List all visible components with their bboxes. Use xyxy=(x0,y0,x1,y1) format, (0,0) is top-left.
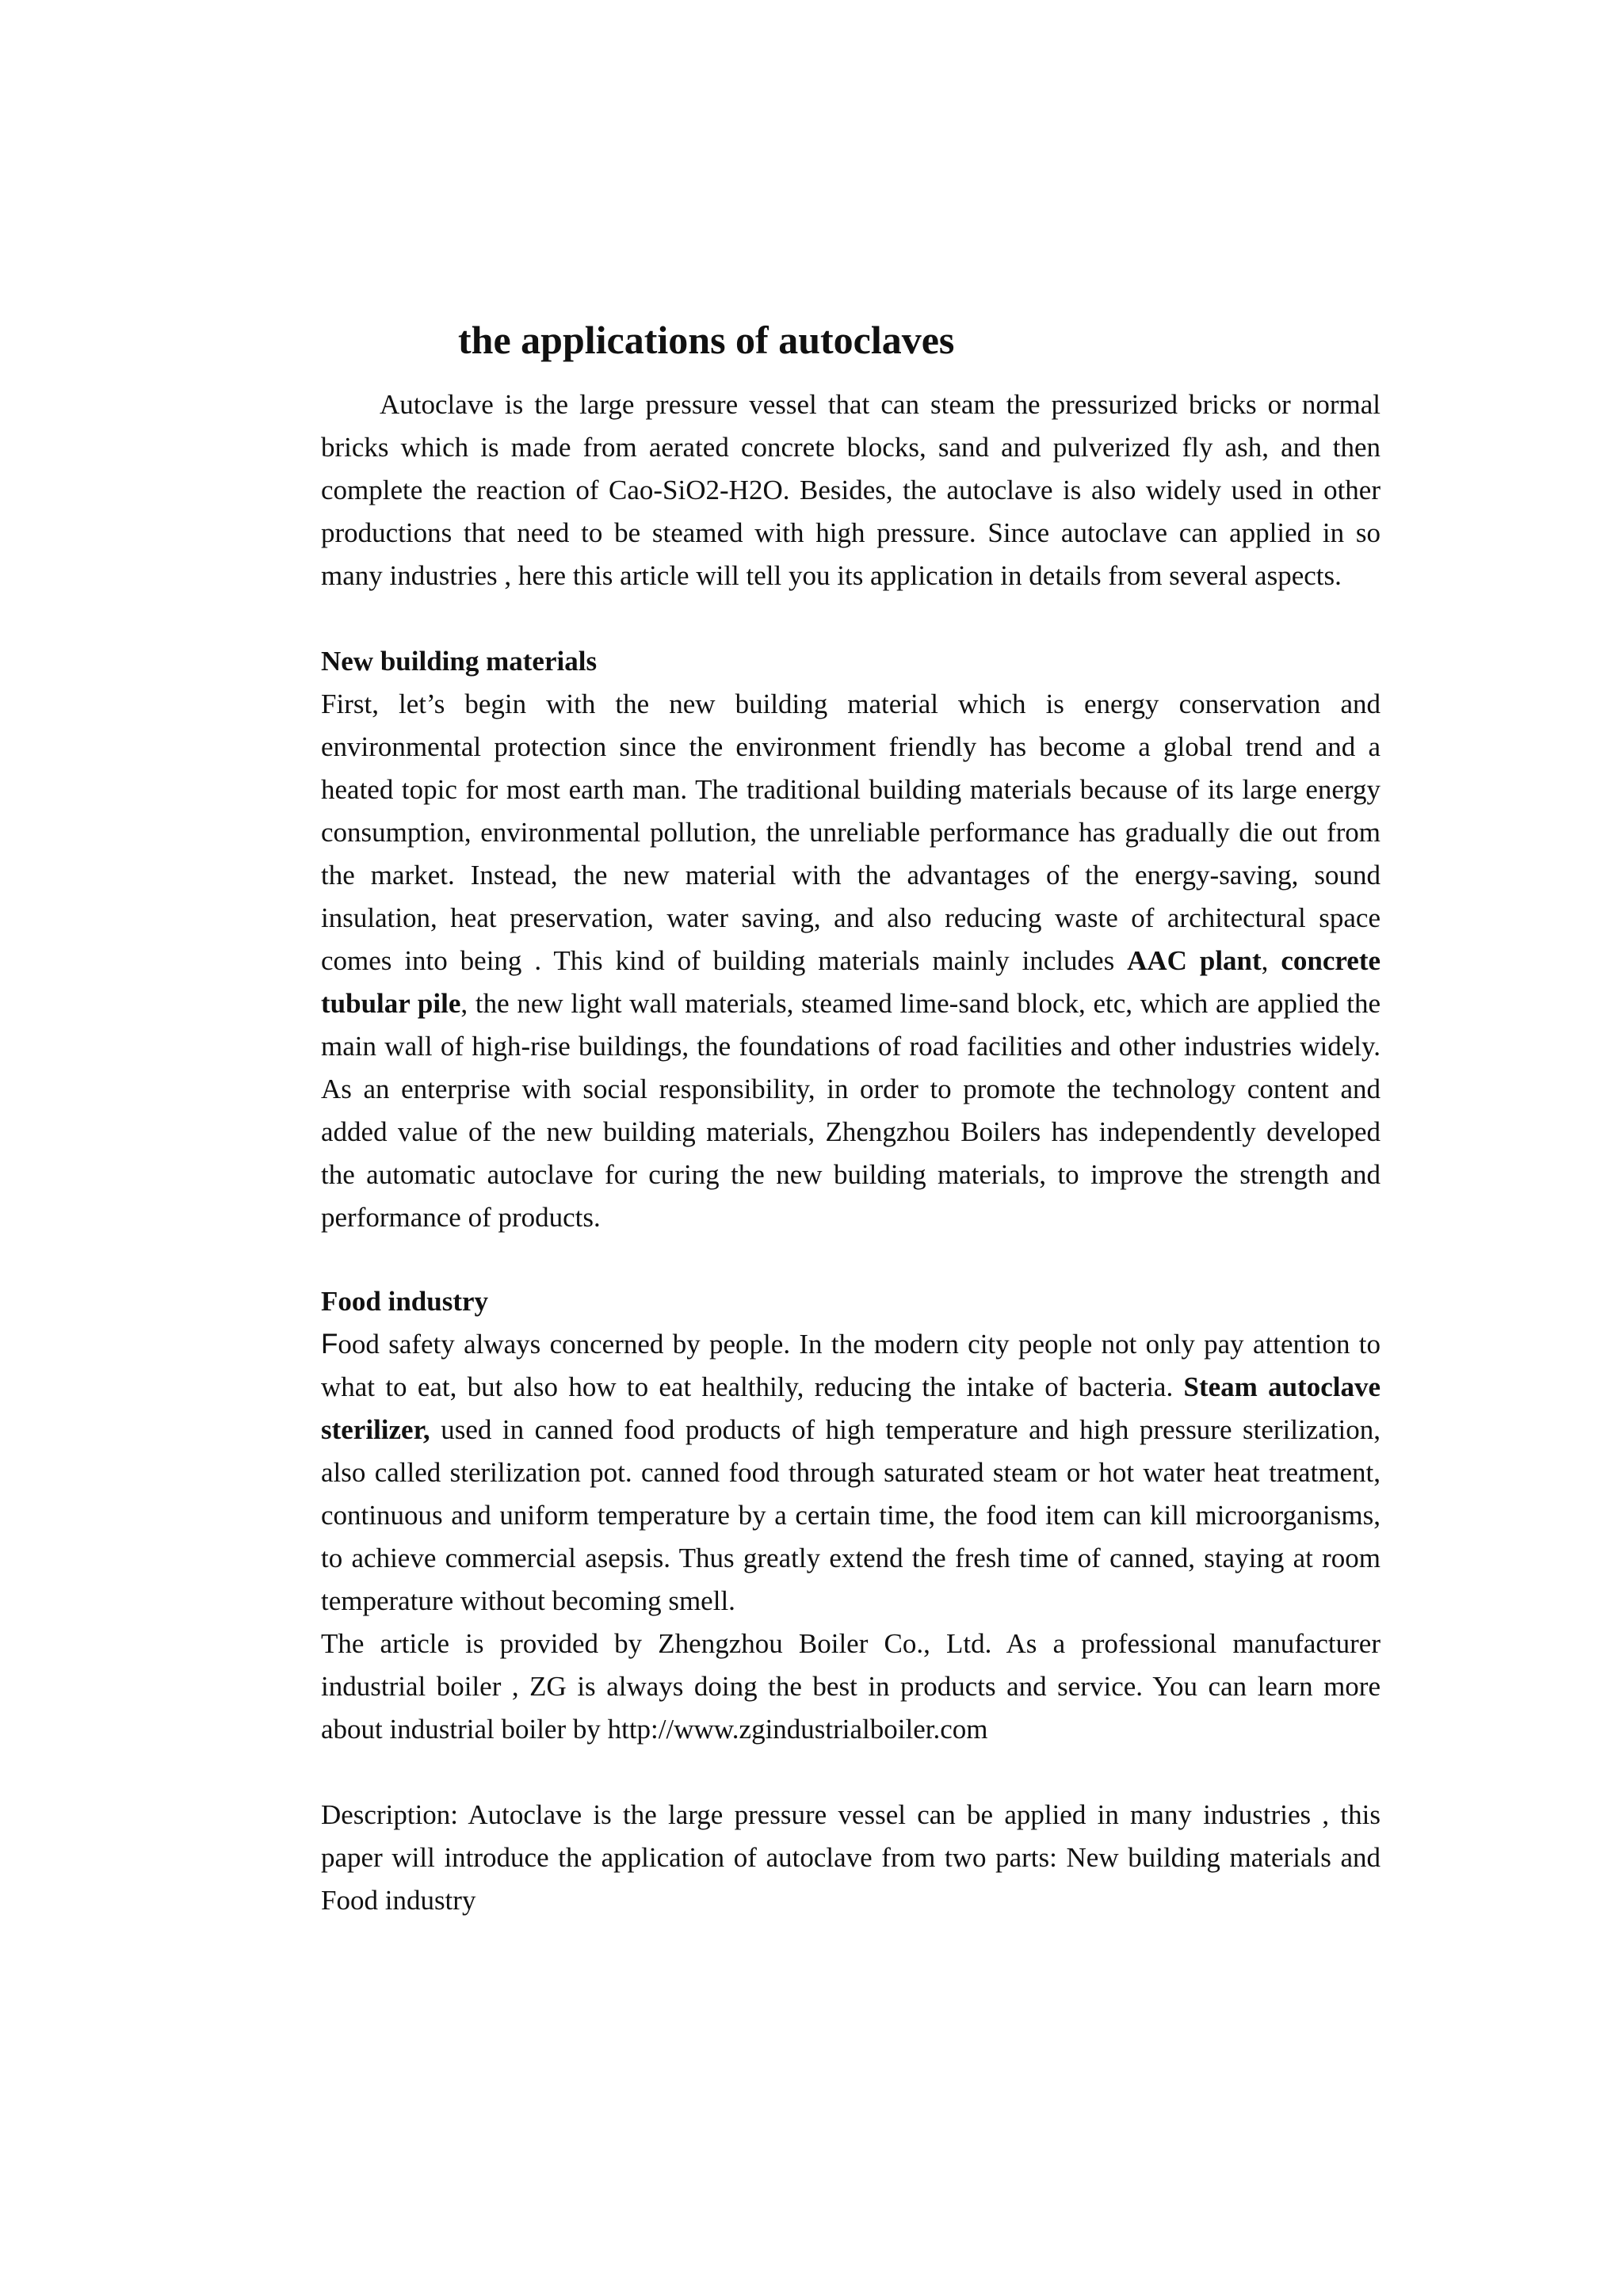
section-heading-new-building-materials: New building materials xyxy=(321,646,598,677)
paragraph-first-letter: F xyxy=(321,1329,338,1360)
page-title: the applications of autoclaves xyxy=(458,318,955,362)
food-industry-paragraph xyxy=(321,1323,1381,1623)
concrete-tubular-pile-term: concrete tubular pile xyxy=(321,945,1381,1019)
paragraph-text: ood safety always concerned by people. In the modern city people not only pay attention to what to eat, but also how to eat healthily, reducing the intake of bacteria. xyxy=(321,1329,1381,1402)
description-paragraph: Description: Autoclave is the large pressure vessel can be applied in many industries , this paper will introduce the application of autoclave from two parts: New building materials and Food industry xyxy=(321,1799,1381,1916)
paragraph-text: First, let’s begin with the new building material which is energy conservation and environmental protection since the environment friendly has become a global trend and a heated topic for most earth man. The traditional building materials because of its large energy consumption, environmental pollution, the unreliable performance has gradually die out from the market. Instead, the new material with the advantages of the energy-saving, sound insulation, heat preservation, water saving, and also reducing waste of architectural space comes into being . This kind of building materials mainly includes xyxy=(321,688,1381,976)
intro-paragraph: Autoclave is the large pressure vessel that can steam the pressurized bricks or normal bricks which is made from aerated concrete blocks, sand and pulverized fly ash, and then complete the reaction of Cao-SiO2-H2O. Besides, the autoclave is also widely used in other productions that need to be steamed with high pressure. Since autoclave can applied in so many industries , here this article will tell you its application in details from several aspects. xyxy=(321,389,1381,591)
paragraph-text: , xyxy=(1261,945,1281,976)
paragraph-text: , the new light wall materials, steamed lime-sand block, etc, which are applied the main wall of high-rise buildings, the foundations of road facilities and other industries widely. As an enterprise with social responsibility, in order to promote the technology content and added value of the new building materials, Zhengzhou Boilers has independently developed the automatic autoclave for curing the new building materials, to improve the strength and performance of products. xyxy=(321,988,1381,1233)
provider-paragraph: The article is provided by Zhengzhou Boiler Co., Ltd. As a professional manufacturer industrial boiler , ZG is always doing the best in products and service. You can learn more about industrial boiler by http://www.zgindustrialboiler.com xyxy=(321,1628,1381,1745)
new-building-materials-paragraph xyxy=(321,683,1381,1239)
aac-plant-term: AAC plant xyxy=(1127,945,1262,976)
steam-autoclave-sterilizer-term: Steam autoclave sterilizer, xyxy=(321,1371,1381,1445)
section-heading-food-industry: Food industry xyxy=(321,1286,489,1317)
paragraph-text: used in canned food products of high temperature and high pressure sterilization, also called sterilization pot. canned food through saturated steam or hot water heat treatment, continuous and uniform temperature by a certain time, the food item can kill microorganisms, to achieve commercial asepsis. Thus greatly extend the fresh time of canned, staying at room temperature without becoming smell. xyxy=(321,1414,1381,1616)
